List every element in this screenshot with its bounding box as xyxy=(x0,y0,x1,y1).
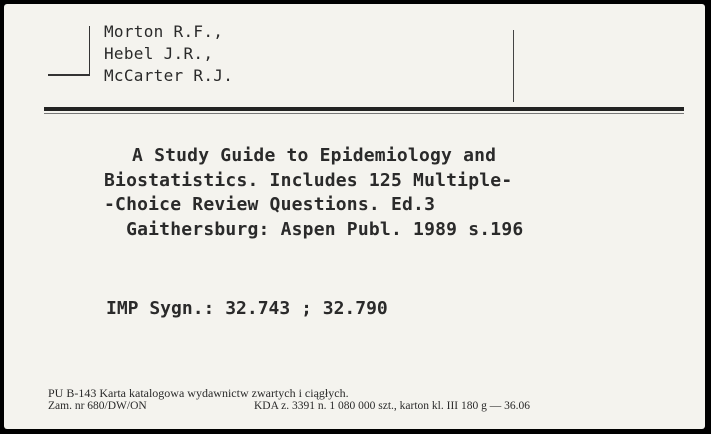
footer-order-number: Zam. nr 680/DW/ON xyxy=(48,400,147,412)
title-line-2: Biostatistics. Includes 125 Multiple- xyxy=(104,169,513,191)
authors-block xyxy=(104,21,233,87)
footer-print-info: KDA z. 3391 n. 1 080 000 szt., karton kl. III 180 g — 36.06 xyxy=(254,400,530,412)
header-rule-thin xyxy=(44,113,684,114)
left-bracket-horizontal xyxy=(48,74,90,76)
right-divider xyxy=(513,30,514,102)
title-line-3: -Choice Review Questions. Ed.3 xyxy=(104,194,436,215)
title-line-4: Gaithersburg: Aspen Publ. 1989 s.196 xyxy=(104,218,524,240)
footer-line-1: PU B-143 Karta katalogowa wydawnictw zwartych i ciągłych. xyxy=(48,386,349,400)
catalog-card xyxy=(4,4,705,429)
author-2: Hebel J.R., xyxy=(104,44,214,63)
left-bracket-vertical xyxy=(89,26,90,76)
author-1: Morton R.F., xyxy=(104,22,224,41)
signature-line: IMP Sygn.: 32.743 ; 32.790 xyxy=(106,298,388,319)
title-line-1: A Study Guide to Epidemiology and xyxy=(132,145,497,166)
author-3: McCarter R.J. xyxy=(104,66,234,85)
header-rule xyxy=(44,107,684,111)
title-block xyxy=(104,144,523,242)
